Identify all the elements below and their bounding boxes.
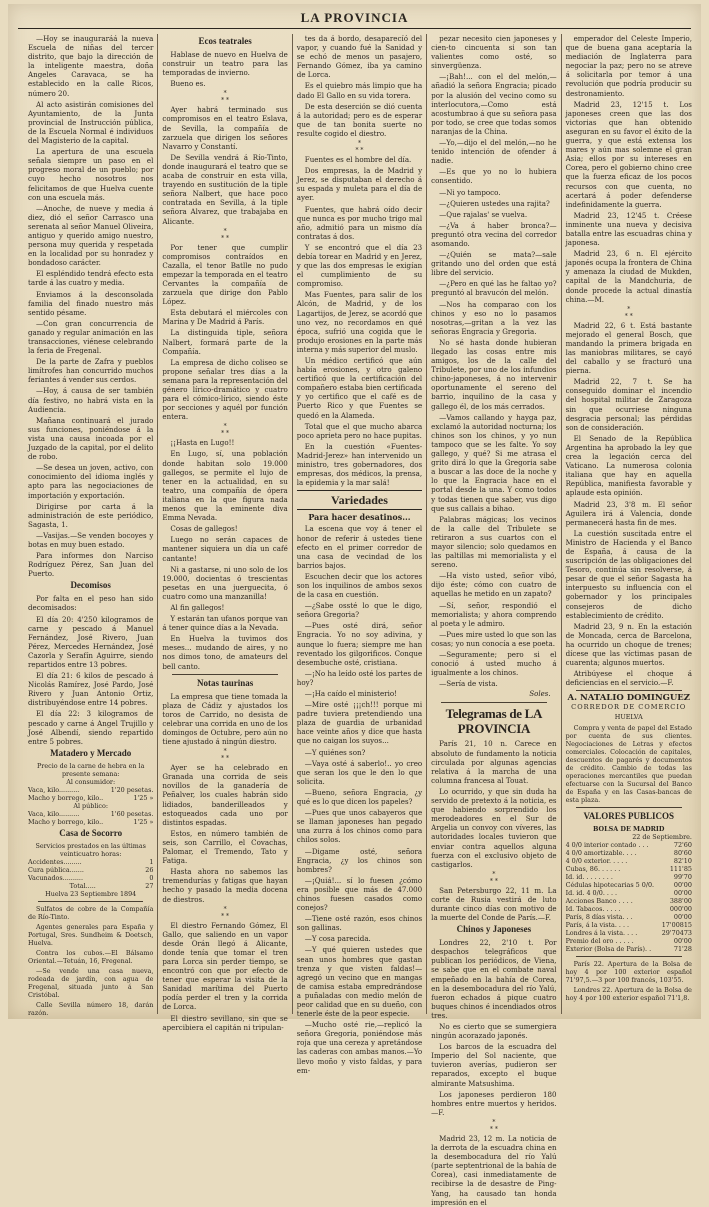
paragraph: —Se vende una casa nueva, rodeada de jardín, con agua de Fregenal, situada junto á San Cristóbal. bbox=[28, 966, 154, 999]
table-row bbox=[566, 905, 692, 913]
paragraph: —¿Va á haber bronca?—preguntó otra vecina del corredor asomando. bbox=[431, 220, 557, 248]
row-value: 00'00 bbox=[673, 912, 692, 921]
section-title-chinos: Chinos y Japoneses bbox=[456, 924, 532, 935]
row-label: Londres á la vista. . . . bbox=[565, 928, 638, 937]
paragraph: Sulfatos de cobre de la Compañía de Río-Tinto. bbox=[28, 904, 154, 921]
paragraph: —¿Quién se mata?—sale gritando uno del orden que está libre del servicio. bbox=[431, 250, 557, 278]
paragraph: San Petersburgo 22, 11 m. La corte de Rusia vestirá de luto durante cinco días con motivo de la muerte del Conde de París.—F. bbox=[431, 885, 557, 923]
paragraph: Los barcos de la escuadra del Imperio del Sol naciente, que tuvieron averías, pudieron ser reparados, excepto el buque almirante Matsushima. bbox=[431, 1042, 557, 1088]
row-value: 00'00 bbox=[673, 936, 692, 945]
valores-table bbox=[566, 841, 692, 953]
row-value: 71'28 bbox=[673, 944, 692, 953]
paragraph: Un médico certificó que aún había erosiones, y otro galeno certificó que la certificación del compañero estaba bien certificada y yo certifico que el café es de Puerto Rico y que Fuentes se quedó en la Alameda. bbox=[296, 356, 423, 420]
paragraph: —Es que yo no lo hubiera consentido. bbox=[431, 167, 557, 186]
paragraph: Hablase de nuevo en Huelva de construir un teatro para las temporadas de invierno. bbox=[162, 50, 288, 78]
paragraph: Es el quiebro más limpio que ha dado El Gallo en su vida torera. bbox=[296, 81, 423, 100]
paragraph: Londres 22. Apertura de la Bolsa de hoy 4 por 100 exterior español 71'1,8. bbox=[565, 985, 692, 1002]
section-title-ecos: Ecos teatrales bbox=[198, 36, 252, 46]
table-row bbox=[566, 873, 692, 881]
paragraph: Calle Sevilla número 18, darán razón. bbox=[28, 1000, 154, 1017]
paragraph: Estos, en número también de seis, son Carrillo, el Covachas, Palomar, el Tremendo, Tato y Fatiga. bbox=[162, 828, 288, 866]
publico-head: Al público: bbox=[73, 801, 109, 810]
paragraph: Total que el que mucho abarca poco aprieta pero no hace pupitas. bbox=[296, 421, 423, 440]
paragraph: No sé hasta donde hubieran llegado las cosas entre mis amigos, los de la calle del Tribulete, por uno de los infundios chino-japoneses, á no intervenir oportunamente el sereno del barrio, inquilino de la casa y gallego él, de los más cerrados. bbox=[431, 337, 557, 411]
paragraph: Por falta en el peso han sido decomisados: bbox=[28, 594, 154, 613]
paragraph: Madrid 23, 12'45 t. Créese inminente una nueva y decisiva batalla entre las escuadras china y japonesa. bbox=[565, 210, 692, 248]
row-label: París, 8 días vista. . . bbox=[565, 912, 633, 921]
table-row bbox=[566, 881, 692, 889]
row-label: Vaca, kilo.......... bbox=[28, 785, 80, 794]
paragraph: —Seguramente; pero si el conoció á usted mucho á igualmente a los chinos. bbox=[431, 650, 557, 678]
row-value: 111'85 bbox=[669, 864, 692, 873]
paragraph: —¿Quieren ustedes una rajita? bbox=[439, 198, 550, 208]
paragraph: —Vasijas.—Se venden bocoyes y botas en muy buen estado. bbox=[28, 530, 154, 549]
paragraph: En Huelva la tuvimos dos meses... mudando de aires, y no nos dimos tono, de amateurs del bell canto. bbox=[162, 634, 288, 671]
paragraph: —Pues que unos cabayeros que se llaman japoneses han pegado una zurra á los chinos como para chilos solos. bbox=[296, 808, 423, 845]
paragraph: —¿Sabe ossté lo que le digo, señora Gregoria? bbox=[296, 601, 423, 620]
paragraph: —Digame osté, señora Engracia, ¿y los chinos son hombres? bbox=[296, 846, 423, 874]
row-value: 00'00 bbox=[673, 880, 692, 889]
table-row bbox=[566, 857, 692, 865]
row-value: 29'70473 bbox=[661, 928, 692, 937]
table-row bbox=[28, 866, 153, 874]
paragraph: No es cierto que se sumergiera ningún acorazado japonés. bbox=[431, 1022, 557, 1041]
paragraph: Ayer habrá terminado sus compromisos en el teatro Eslava, de Sevilla, la compañía de zarzuela que dirigen los señores Navarro y Constantí. bbox=[162, 105, 288, 151]
row-value: 26 bbox=[145, 865, 154, 874]
section-title-decomisos: Decomisos bbox=[70, 580, 111, 591]
paragraph: —¡No ha leído osté los partes de hoy? bbox=[296, 668, 423, 687]
paragraph: —Pues osté dirá, señor Engracia. Yo no soy adivina, y aunque lo fuera; siempre me han reventado los gilgorificos. Conque desembuche osté, cristiana. bbox=[296, 621, 423, 667]
stars-divider: * * * bbox=[221, 90, 230, 105]
stars-divider: * * * bbox=[624, 305, 633, 320]
row-label: Id. id. 4 0/0. . . . bbox=[565, 888, 618, 897]
paragraph: Los japoneses perdieron 180 hombres entre muertos y heridos.—F. bbox=[431, 1089, 557, 1117]
paragraph: Madrid 22, 7 t. Se ha conseguido dominar el incendio del hospital militar de Zaragoza sin que ocurriese ninguna desgracia personal; las pérdidas son de consideración. bbox=[565, 377, 692, 432]
ad-name: A. NATALIO DOMINGUEZ bbox=[567, 693, 690, 704]
row-label: Cédulas hipotecarias 5 0/0. bbox=[565, 880, 655, 889]
paragraph: Por tener que cumplir compromisos contraídos en Cazalla, el tenor Batlle no pudo empezar la temporada en el teatro Cervantes la compañía de zarzuela que dirige don Pablo López. bbox=[162, 242, 288, 307]
paragraph: —¿Pero en qué las he faltao yo? preguntó al bravucón del melón. bbox=[431, 279, 557, 298]
row-value: 27 bbox=[145, 881, 154, 890]
table-row bbox=[28, 786, 153, 794]
columns bbox=[24, 34, 696, 1207]
ad-place: HUELVA bbox=[614, 712, 643, 721]
row-value: 99'70 bbox=[673, 872, 692, 881]
consumidor-head: Al consumidor: bbox=[66, 777, 116, 786]
paragraph: emperador del Celeste Imperio, que de buena gana aceptaría la mediación de Inglaterra para negociar la paz; pero no se atreve á solicitarla por temor á una revolución que podría producir su destronamiento. bbox=[565, 34, 692, 98]
paragraph: Madrid 23, 12 m. La noticia de la derrota de la escuadra china en la desembocadura del río Yalú (parte septentrional de la bahía de Corea), casi inmediatamente de recibirse la de desastre de Ping-Yang, ha causado tan honda impresión en el bbox=[431, 1133, 557, 1207]
subtitle-pasatiempo: Para hacer desatinos... bbox=[308, 512, 411, 523]
row-label: Vacunados.......... bbox=[28, 873, 83, 882]
matadero-subtitle: Precio de la carne de hebra en la presente semana: bbox=[37, 761, 145, 778]
column-3 bbox=[293, 34, 427, 1075]
paragraph: —Hoy, á causa de ser también día festivo, no habrá vista en la Audiencia. bbox=[28, 386, 154, 414]
masthead bbox=[18, 10, 691, 26]
paragraph: Y estarán tan ufanos porque van á tener quince días a la Nevada. bbox=[162, 614, 288, 633]
paragraph: —Sí, señor, respondió el memorialista; y ahora comprendo al poeta y le admiro. bbox=[431, 600, 557, 628]
paragraph: De esta deserción se dió cuenta á la autoridad; pero es de esperar que de tan bonita suerte no resulte cogido el diestro. bbox=[296, 101, 423, 138]
ad-subtitle: CORREDOR DE COMERCIO bbox=[571, 703, 687, 712]
paragraph: —¡Ha caído el ministerio! bbox=[304, 689, 397, 698]
bolsa-title: BOLSA DE MADRID bbox=[593, 824, 665, 833]
table-row bbox=[566, 841, 692, 849]
paragraph: —Bueno, señora Engracia, ¿y qué es lo que dicen los papeles? bbox=[296, 787, 423, 807]
divider bbox=[441, 702, 546, 703]
paragraph: Para informes don Narciso Rodríguez Pérez, San Juan del Puerto. bbox=[28, 551, 154, 579]
table-row bbox=[28, 794, 153, 802]
section-title-toros: Notas taurinas bbox=[196, 677, 254, 688]
table-row bbox=[566, 945, 692, 953]
paragraph: —Mucho osté rie,—replicó la señora Gregoria, poniéndose más roja que una cereza y apretándose las caderas con ambas manos.—Yo llevo moño y visto faldas, y para em- bbox=[296, 1020, 423, 1075]
paragraph: Al acto asistirán comisiones del Ayuntamiento, de la Junta provincial de Instrucción pública, de la Escuela Normal é individuos del Magisterio de la capital. bbox=[28, 99, 154, 146]
column-5 bbox=[562, 34, 696, 1014]
paragraph: Atribúyese el choque á deficiencias en el servicio.—F. bbox=[565, 669, 692, 688]
row-label: Id. id. . . . . . . . bbox=[565, 872, 613, 881]
paragraph: Contra los cubos.—El Bálsamo Oriental.—Tetuán, 16, Fregenal. bbox=[28, 948, 154, 965]
paragraph: La apertura de una escuela señala siempre un paso en el progreso moral de un pueblo; por cuyo hecho nosotros nos felicitamos de que Huelva cuente con una escuela más. bbox=[28, 147, 154, 202]
socorro-subtitle: Servicios prestados en las últimas veinticuatro horas: bbox=[35, 841, 146, 858]
paragraph: Fuentes es el hombre del día. bbox=[304, 155, 412, 165]
section-title-telegramas: Telegramas de LA PROVINCIA bbox=[445, 706, 543, 737]
paragraph: Al fin gallegos! bbox=[170, 602, 225, 612]
paragraph: Lo ocurrido, y que sin duda ha servido de pretexto á la noticia, es que habiendo sorprendido los merodeadores en el Sur de Argelia un convoy con víveres, las autoridades locales tuvieron que enviar contra aquellos alguna fuerza con el exclusivo objeto de castigarlos. bbox=[431, 786, 557, 869]
paragraph: De Sevilla vendrá á Río-Tinto, donde inaugurará el teatro que se acaba de construir en esta villa, trayendo en sustitución de la tiple señora Nalbert, que hace poco contratada en Sevilla, á la tiple señora Alvarez, que trabajaba en Alicante. bbox=[162, 152, 288, 226]
table-row bbox=[28, 874, 153, 882]
paragraph: Dirigirse por carta á la administración de este periódico, Sagasta, 1. bbox=[28, 501, 154, 529]
signature: Soles. bbox=[529, 690, 551, 699]
paragraph: Mañana continuará el jurado sus funciones, poniéndose á la vista una causa incoada por el Juzgado de la capital, por el delito de robo. bbox=[28, 415, 154, 462]
paragraph: —Se desea un joven, activo, con conocimiento del idioma inglés y apto para las negociaciones de importación y exportación. bbox=[28, 463, 154, 500]
paragraph: —Que rajalas' se vuelva. bbox=[439, 209, 528, 219]
paragraph: —Ni yo tampoco. bbox=[439, 187, 501, 197]
row-value: 0 bbox=[149, 873, 154, 882]
paragraph: Y se encontró que el día 23 debía torear en Madrid y en Jerez, y que las dos empresas le exigían el cumplimiento de su compromiso. bbox=[296, 242, 423, 289]
stars-divider: * * * bbox=[221, 227, 230, 242]
table-row bbox=[566, 865, 692, 873]
paragraph: Luego no serán capaces de mantener siquiera un día un café cantante! bbox=[162, 535, 288, 563]
paragraph: —Con gran concurrencia de ganado y regular animación en las transacciones, viénese celebrando la feria de Fregenal. bbox=[28, 318, 154, 356]
section-title-matadero: Matadero y Mercado bbox=[50, 747, 132, 758]
paragraph: En la cuestión «Fuentes-Madrid-Jerez» han intervenido un ministro, tres gobernadores, dos empresas, dos médicos, la prensa, la epidemia y la mar salá! bbox=[296, 441, 423, 488]
column-4 bbox=[427, 34, 561, 1207]
consumidor-table bbox=[28, 786, 153, 802]
publico-table bbox=[28, 810, 153, 826]
socorro-table bbox=[28, 858, 153, 890]
row-value: 00'00 bbox=[673, 888, 692, 897]
stars-divider: * * * bbox=[355, 140, 364, 155]
row-label: Vaca, kilo.......... bbox=[28, 809, 80, 818]
paragraph: Madrid 23, 3'8 m. El señor Aguilera irá á Valencia, donde permanecerá hasta fin de mes. bbox=[565, 499, 692, 527]
divider bbox=[172, 674, 277, 675]
paragraph: Dos empresas, la de Madrid y Jerez, se disputaban el derecho á su espada y muleta para el día de ayer. bbox=[296, 166, 423, 203]
paragraph: ¡¡Hasta en Lugo!! bbox=[170, 438, 235, 448]
table-row bbox=[566, 897, 692, 905]
section-title-valores: VALORES PUBLICOS bbox=[583, 810, 675, 821]
paragraph: Enviamos á la desconsolada familia del finado nuestro más sentido pésame. bbox=[28, 289, 154, 317]
row-label: Cura pública....... bbox=[28, 865, 84, 874]
paragraph: —Hoy se inauguraráá la nueva Escuela de niñas del tercer distrito, que bajo la dirección de la inteligente maestra, doña Angeles Caravaca, se ha establecido en la calle Ricos, número 20. bbox=[28, 34, 154, 98]
table-row bbox=[28, 858, 153, 866]
paragraph: Madrid 23, 6 n. El ejército japonés ocupa la frontera de China y amenaza la ciudad de Mukden, capital de la Mandchuria, de donde procede la actual dinastía china.—M. bbox=[565, 249, 692, 304]
row-value: 17'00815 bbox=[661, 920, 692, 929]
socorro-date: Huelva 23 Septiembre 1894 bbox=[45, 889, 137, 898]
row-label: Macho y borrego, kilo.. bbox=[28, 817, 104, 826]
divider bbox=[576, 807, 682, 808]
row-label: Acciones Banco . . . . bbox=[565, 896, 633, 905]
row-value: 388'00 bbox=[669, 896, 692, 905]
table-row bbox=[566, 921, 692, 929]
paragraph: Ni a gastarse, ni uno solo de los 19.000, docientas ó trescientas pesetas en una juerguecita, ó cuatro como una manzanilla! bbox=[162, 564, 288, 601]
paragraph: La distinguida tiple, señora Nalbert, formará parte de la Compañía. bbox=[162, 328, 288, 356]
column-1 bbox=[24, 34, 158, 1017]
paragraph: —Tiene osté razón, esos chinos son gallinas. bbox=[296, 914, 423, 933]
table-row bbox=[28, 818, 153, 826]
paragraph: Bueno es. bbox=[170, 79, 206, 89]
row-value: 72'60 bbox=[673, 840, 692, 849]
paragraph: La empresa de dicho coliseo se propone señalar tres días a la semana para la representación del género lírico-dramático y cuatro para el cómico-lírico, siendo éste por secciones y aquél por función entera. bbox=[162, 357, 288, 422]
row-value: 1'25 » bbox=[133, 793, 154, 802]
row-label: Id. Tabacos. . . . . bbox=[565, 904, 621, 913]
stars-divider: * * * bbox=[221, 748, 230, 763]
paragraph: pezar necesito cien japoneses y cien-to cincuenta si son tan valientes como osté, so sinvergüenza. bbox=[431, 34, 557, 71]
paragraph: Palabras mágicas; los vecinos de la calle del Tribulete se retiraron a sus cuartos con el mayor silencio; solo quedamos en las paltillas mi memorialista y el sereno. bbox=[431, 514, 557, 570]
paragraph: La empresa que tiene tomada la plaza de Cádiz y ajustados los toros de Carrido, no desista de celebrar una corrida en uno de los domingos de Octubre, pero aún no tiene ajustado á ningún diestro. bbox=[162, 691, 288, 747]
paragraph: Hasta ahora no sabemos las tremendurías y fatigas que hayan hecho y pasado la media docena de diestros. bbox=[162, 867, 288, 904]
newspaper-page bbox=[8, 4, 701, 1207]
row-label: Cubas, 86. . . . . . bbox=[565, 864, 621, 873]
table-row bbox=[566, 937, 692, 945]
paragraph: tes da á bordo, desaparecíó del vapor, y cuando fué la Sanidad y se echó de menos un pasajero, Fernando Gómez, iba ya camino de Lorca. bbox=[296, 34, 423, 80]
row-value: 1 bbox=[149, 857, 154, 866]
paragraph: El día 21: 6 kilos de pescado á Nicolás Ramírez, José Pardo, José Rivero y Juan Antonio Ortiz, distribuyéndose entre 14 pobres. bbox=[28, 671, 154, 708]
paragraph: El día 20: 4'250 kilogramos de carne y pescado á Manuel Fernández, José Rivero, Juan Pérez, Mercedes Hernández, José Cazorla y Serafín Aguirre, siendo repartidos entre 13 pobres. bbox=[28, 614, 154, 669]
row-label: 4 0/0 interior contado . . . bbox=[565, 840, 649, 849]
paragraph: Escuchen decir que los actores son los inquilinos de ambos sexos de la casa en cuestión. bbox=[296, 571, 423, 600]
divider bbox=[576, 690, 682, 691]
paragraph: —Pues mire usted lo que son las cosas; yo nun conocía a ese poeta. bbox=[431, 629, 557, 648]
table-row bbox=[566, 889, 692, 897]
row-label: París, á la vista. . . . bbox=[565, 920, 630, 929]
paragraph: Ayer se ha celebrado en Granada una corrida de seis novillos de la ganadería de Peñalver, los cuales habrán sido lidiados, banderilleados y estoqueados cada uno por distintos espadas. bbox=[162, 763, 288, 827]
paragraph: Fuentes, que habrá oído decir que nunca es por mucho trigo mal año, admitió para un mismo día contratas á dos. bbox=[296, 204, 423, 241]
row-label: Premio del oro . . . . . bbox=[565, 936, 634, 945]
row-label: Total..... bbox=[69, 881, 96, 890]
paragraph: El diestro Fernando Gómez, El Gallo, que saliendo en un vapor desde Orán llegó á Alicante, donde tenía que tomar el tren para Lorca sin perder tiempo, se encontró con que por efecto de tener que esperar la visita de la Sanidad marítima del Puerto podía perder el tren y la corrida de Lorca. bbox=[162, 920, 288, 1012]
stars-divider: * * * bbox=[221, 423, 230, 438]
paragraph: La cuestión suscitada entre el Ministro de Hacienda y el Banco de España, á causa de la suscripción de las obligaciones del Tesoro, continúa sin resolverse, á pesar de que el señor Sagasta ha interpuesto su influencia con el gobernador y los principales consejeros de dicho establecimiento de crédito. bbox=[565, 528, 692, 620]
paragraph: Londres 22, 2'10 t. Por despachos telegráficos que publican los periódicos, de Viena, se sabe que en el combate naval empeñado en la bahía de Corea, en la desembocadura del río Yalú, fueron echados á pique cuatro buques chinos é incendiados otros tres. bbox=[431, 938, 557, 1020]
row-label: 4 0/0 exterior. . . . . bbox=[565, 856, 628, 865]
paragraph: Agentes generales para España y Portugal, Sres. Sundheim & Doetsch, Huelva. bbox=[28, 922, 154, 947]
paragraph: De la parte de Zafra y pueblos limítrofes han concurrido muchos feriantes á vender sus cerdos. bbox=[28, 357, 154, 385]
paragraph: Madrid 23, 12'15 t. Los japoneses creen que las dos victorias que han obtenido aseguran en su favor el éxito de la guerra, y que está extensa los mares y aún mas solemne el gran Asia; ellos por su intereses en Corea, pero el gobierno chino cree que la fuerza eficaz de los pocos recursos con que cuenta, no acertará á poder defenderse indefinidamente la guerra. bbox=[565, 99, 692, 209]
masthead-title: LA PROVINCIA bbox=[300, 10, 409, 25]
paragraph: —Ha visto usted, señor vibó, dijo éste; cómo con cuatro de aquellas he metido en un zapato? bbox=[431, 571, 557, 599]
paragraph: —Y qué quieren ustedes que sean unos hombres que gastan trenza y que visten faldas!—agregó un vecino que en mangas de camisa estaba empredrándose a puñaladas con medio melón de peor calidad que en su dueño, con tenerle éste de la peor especie. bbox=[296, 945, 423, 1019]
stars-divider: * * * bbox=[489, 1118, 498, 1133]
bolsa-date: 22 de Septiembre. bbox=[632, 832, 692, 841]
divider bbox=[38, 901, 143, 902]
divider bbox=[576, 956, 682, 957]
paragraph: —Nos ha comparao con los chinos y eso no lo pasamos nosotras,—gritan a la vez las señoras Engracia y Gregoria. bbox=[431, 299, 557, 336]
row-value: 1'25 » bbox=[133, 817, 154, 826]
row-value: 1'20 pesetas. bbox=[110, 785, 154, 794]
paragraph: —Y quiénes son? bbox=[304, 747, 366, 757]
section-title-socorro: Casa de Socorro bbox=[59, 827, 123, 838]
row-value: 80'60 bbox=[673, 848, 692, 857]
paragraph: La escena que voy á tener el honor de referir á ustedes tiene efecto en el primer corredor de una casa de vecindad de los barrios bajos. bbox=[296, 524, 423, 570]
paragraph: —Anoche, de nueve y media á diez, dió el señor Carrasco una serenata al señor Manuel Oliveira, antiguo y querido amigo nuestro, persona muy querida y respetada en la localidad por su honradez y bondadoso carácter. bbox=[28, 203, 154, 268]
paragraph: El día 22: 3 kilogramos de pescado y carne á Angel Trujillo y José Albendí, siendo repartido entre 5 pobres. bbox=[28, 709, 154, 746]
ad-text: Compra y venta de papel del Estado por cuenta de sus clientes. Negociaciones de Letras y efectos comerciales. Colocación de capitales, descuentos de pagarés y documentos de crédito. Cambio de todas las operaciones mercantiles que puedan efectuarse con la Sucursal del Banco de España y en las Casas-bancas de esta plaza. bbox=[565, 723, 692, 804]
paragraph: —¡Bah!... con el del melón,—añadió la señora Engracia; picado por la alusión del vecino como su interlocutora,—Como está acostumbrao á que su señora pasa por todo, se cree que todas somos naranjas de la China. bbox=[431, 72, 557, 136]
paragraph: El diestro sevillano, sin que se apercibiera el capitán ni tripulan- bbox=[162, 1013, 288, 1032]
paragraph: —Vaya osté á saberlo!.. yo creo que seran los que le den lo que solicita. bbox=[296, 758, 423, 786]
table-row bbox=[28, 810, 153, 818]
paragraph: París 22. Apertura de la Bolsa de hoy 4 por 100 exterior español 71'97,5.—3 por 100 francés, 103'55. bbox=[565, 959, 692, 984]
column-2 bbox=[158, 34, 292, 1032]
paragraph: —Mire osté ¡¡¡ch!!! porque mi padre tuviera pretendiendo una plaza de guardia de urbanidad hace veinte años y dice que hasta que no caigan los suyos... bbox=[296, 700, 423, 746]
paragraph: Cosas de gallegos! bbox=[170, 524, 238, 534]
masthead-rule bbox=[18, 28, 691, 29]
table-row bbox=[566, 929, 692, 937]
table-row bbox=[566, 849, 692, 857]
row-label: Exterior (Bolsa de París). . bbox=[565, 944, 652, 953]
paragraph: En Lugo, sí, una población donde habitan solo 19.000 gallegos, se permite el lujo de tener en la actualidad, en su teatro, una compañía de ópera italiana en la que figura nada menos que la eminente diva Emma Nevada. bbox=[162, 449, 288, 523]
paragraph: Madrid 23, 9 n. En la estación de Moncada, cerca de Barcelona, ha ocurrido un choque de trenes; dícese que las víctimas pasan de cuarenta; algunos muertos. bbox=[565, 621, 692, 668]
stars-divider: * * * bbox=[221, 905, 230, 920]
table-row bbox=[28, 882, 153, 890]
row-label: Accidentes......... bbox=[28, 857, 82, 866]
paragraph: —Sería de vista. bbox=[439, 679, 498, 689]
paragraph: Mas Fuentes, para salir de los Alcón, de Madrid, y de los Lagartijos, de Jerez, se acordó que uno vez, no recordamos en qué época, sufrió una cogida que le produjo erosiones en la parte más interna y más superior del muslo. bbox=[296, 290, 423, 354]
row-label: 4 0/0 amortizable. . . . bbox=[565, 848, 637, 857]
paragraph: —Vamos callando y hayga paz, exclamó la autoridad nocturna; los chinos son los chinos, y yo nun tampoco que se les falte. Yo soy gallego, y qué? Si me atrasa el grito dirá lo que la Gregoria sabe a buscar a las doce de la noche y lo que la Engracia hace en el portal desde la una. Y como todos y todas tienen que saber, vus digo que sus callais a bihao. bbox=[431, 412, 557, 513]
paragraph: Madrid 22, 6 t. Está bastante mejorado el general Bosch, que mandando la primera brigada en las maniobras militares, se cayó del caballo y se fracturó una pierna. bbox=[565, 320, 692, 376]
stars-divider: * * * bbox=[489, 870, 498, 885]
row-label: Macho y borrego, kilo.. bbox=[28, 793, 104, 802]
paragraph: —¡Quiá!... sí lo fuesen ¿cómo era posible que más de 47.000 chinos fuesen casados como conejos? bbox=[296, 875, 423, 913]
paragraph: El espléndido tendrá efecto esta tarde á las cuatro y media. bbox=[28, 269, 154, 288]
paragraph: Esta debutará el miércoles con Marina y De Madrid á París. bbox=[162, 308, 288, 327]
paragraph: —Y cosa parecida. bbox=[304, 934, 371, 944]
row-value: 000'00 bbox=[669, 904, 692, 913]
table-row bbox=[566, 913, 692, 921]
row-value: 82'10 bbox=[673, 856, 692, 865]
paragraph: París 21, 10 n. Carece en absoluto de fundamento la noticia circulada por algunas agencias relativa á la marcha de una columna francesa al Touat. bbox=[431, 739, 557, 785]
row-value: 1'60 pesetas. bbox=[110, 809, 154, 818]
paragraph: El Senado de la República Argentina ha aprobado la ley que crea la legación cerca del Vaticano. La numerosa colonia italiana que hay en aquella República, manifiesta favorable y aplaude esta opinión. bbox=[565, 433, 692, 498]
section-title-variedades: Variedades bbox=[297, 490, 422, 510]
paragraph: —Yo,—dijo el del melón,—no he tenido intención de ofender á nadie. bbox=[431, 138, 557, 166]
